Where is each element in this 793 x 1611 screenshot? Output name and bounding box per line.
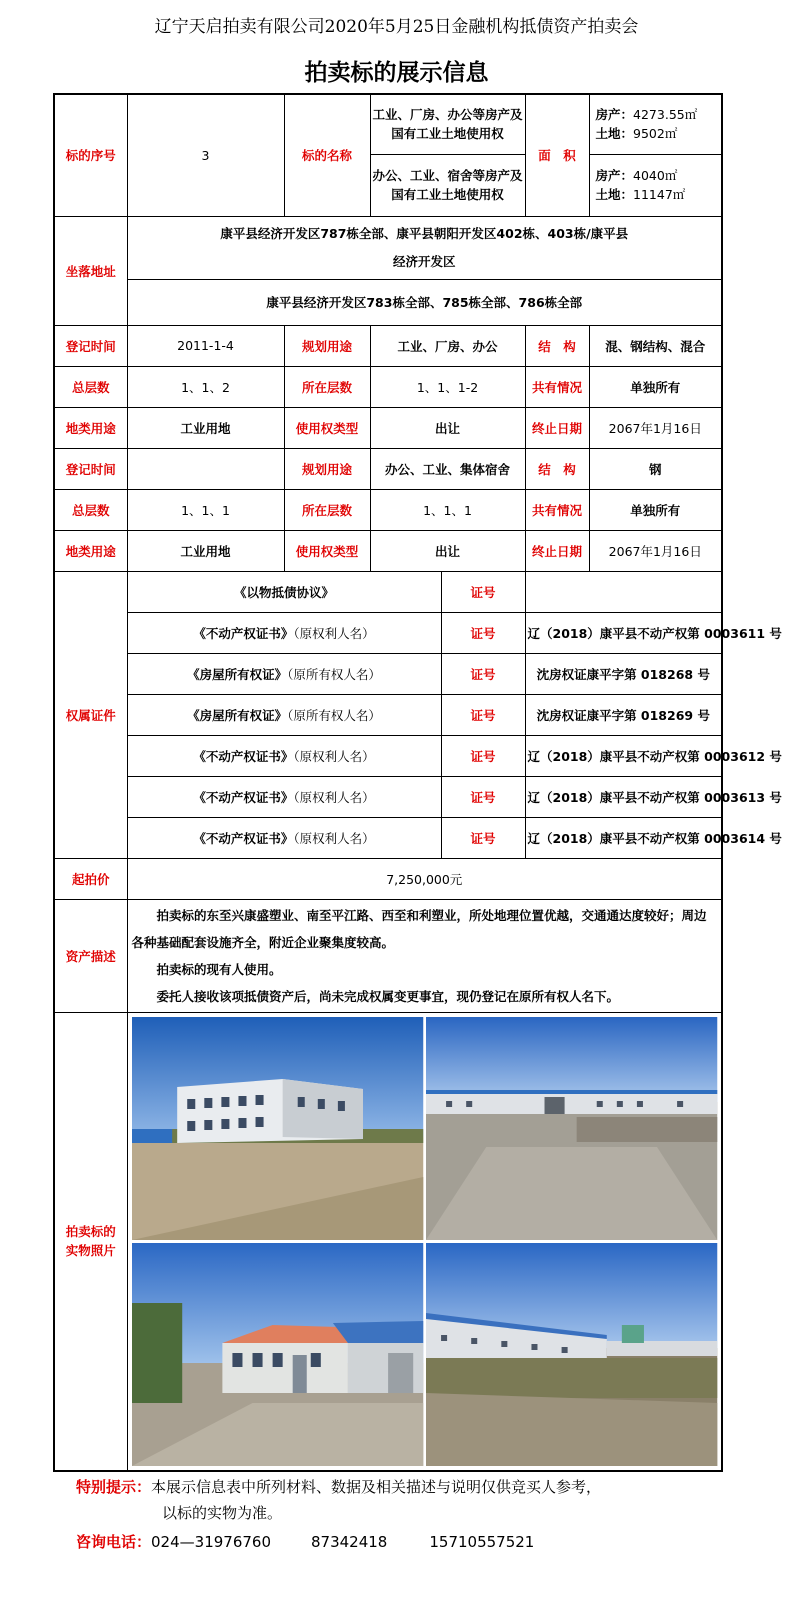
label-plan-use: 规划用途 — [284, 325, 370, 366]
label-asset-desc: 资产描述 — [54, 899, 127, 1012]
desc-para-1: 拍卖标的现有人使用。 — [156, 961, 282, 977]
notice-line-1: 本展示信息表中所列材料、数据及相关描述与说明仅供竞买人参考， — [151, 1478, 602, 1496]
notice-line-2: 以标的实物为准。 — [162, 1504, 283, 1522]
page-title: 拍卖标的展示信息 — [304, 59, 489, 86]
label-right-type: 使用权类型 — [284, 407, 370, 448]
area2-land-label: 土地： — [595, 187, 634, 202]
auction-header: 辽宁天启拍卖有限公司2020年5月25日金融机构抵债资产拍卖会 — [154, 17, 639, 37]
label-start-price: 起拍价 — [54, 858, 127, 899]
right-type-2: 出让 — [370, 530, 525, 571]
location-value-1: 康平县经济开发区787栋全部、康平县朝阳开发区402栋、403栋/康平县经济开发区 — [127, 216, 722, 279]
label-structure-2: 结 构 — [525, 448, 589, 489]
label-photos: 拍卖标的实物照片 — [54, 1012, 127, 1471]
special-notice — [76, 1476, 601, 1497]
area2-house: 4040㎡ — [633, 168, 678, 183]
total-floors-1: 1、1、2 — [127, 366, 284, 407]
end-date-2: 2067年1月16日 — [589, 530, 722, 571]
reg-time-2 — [127, 448, 284, 489]
label-land-use: 地类用途 — [54, 407, 127, 448]
label-right-type-2: 使用权类型 — [284, 530, 370, 571]
label-location: 坐落地址 — [54, 216, 127, 325]
notice-label: 特别提示： — [76, 1478, 152, 1496]
cert-no-label-3: 证号 — [441, 694, 525, 735]
label-seq: 标的序号 — [54, 94, 127, 216]
end-date-1: 2067年1月16日 — [589, 407, 722, 448]
cert-name-5: 《不动产权证书》（原权利人名） — [127, 776, 441, 817]
label-reg-time-2: 登记时间 — [54, 448, 127, 489]
asset-description — [127, 899, 722, 1012]
label-area: 面 积 — [525, 94, 589, 216]
label-share: 共有情况 — [525, 366, 589, 407]
phone-1: 024—31976760 — [151, 1533, 271, 1551]
label-total-floors: 总层数 — [54, 366, 127, 407]
cert-no-5: 辽（2018）康平县不动产权第 0003613 号 — [525, 776, 722, 817]
reg-time-1: 2011-1-4 — [127, 325, 284, 366]
cert-no-label-1: 证号 — [441, 612, 525, 653]
photo-office-building — [132, 1017, 423, 1240]
cert-no-label-0: 证号 — [441, 571, 525, 612]
label-land-use-2: 地类用途 — [54, 530, 127, 571]
area1-land-label: 土地： — [595, 126, 634, 142]
cert-no-2: 沈房权证康平字第 018268 号 — [525, 653, 722, 694]
cert-no-label-6: 证号 — [441, 817, 525, 858]
label-floor-2: 所在层数 — [284, 489, 370, 530]
cert-name-1: 《不动产权证书》（原权利人名） — [127, 612, 441, 653]
label-end-date: 终止日期 — [525, 407, 589, 448]
seq-value: 3 — [127, 94, 284, 216]
area2-house-label: 房产： — [595, 168, 634, 183]
area1-house-label: 房产： — [595, 107, 634, 123]
label-plan-use-2: 规划用途 — [284, 448, 370, 489]
label-total-floors-2: 总层数 — [54, 489, 127, 530]
label-share-2: 共有情况 — [525, 489, 589, 530]
label-structure: 结 构 — [525, 325, 589, 366]
area2-land: 11147㎡ — [633, 187, 686, 202]
location-value-2: 康平县经济开发区783栋全部、785栋全部、786栋全部 — [127, 279, 722, 325]
label-floor: 所在层数 — [284, 366, 370, 407]
area-value-1 — [589, 94, 722, 154]
cert-no-3: 沈房权证康平字第 018269 号 — [525, 694, 722, 735]
name-value-1: 工业、厂房、办公等房产及国有工业土地使用权 — [370, 94, 525, 154]
right-type-1: 出让 — [370, 407, 525, 448]
cert-name-2: 《房屋所有权证》（原所有权人名） — [127, 653, 441, 694]
start-price-value: 7,250,000元 — [127, 858, 722, 899]
label-certs: 权属证件 — [54, 571, 127, 858]
desc-para-0: 拍卖标的东至兴康盛塑业、南至平江路、西至和利塑业，所处地理位置优越，交通通达度较好；周边各种基础配套设施齐全，附近企业聚集度较高。 — [131, 907, 707, 950]
plan-use-2: 办公、工业、集体宿舍 — [370, 448, 525, 489]
total-floors-2: 1、1、1 — [127, 489, 284, 530]
label-name: 标的名称 — [284, 94, 370, 216]
desc-para-2: 委托人接收该项抵债资产后，尚未完成权属变更事宜，现仍登记在原所有权人名下。 — [156, 988, 620, 1004]
photo-long-warehouse — [426, 1243, 717, 1466]
floor-2: 1、1、1 — [370, 489, 525, 530]
cert-no-4: 辽（2018）康平县不动产权第 0003612 号 — [525, 735, 722, 776]
share-2: 单独所有 — [589, 489, 722, 530]
area1-house: 4273.55㎡ — [633, 107, 698, 123]
label-end-date-2: 终止日期 — [525, 530, 589, 571]
cert-no-label-4: 证号 — [441, 735, 525, 776]
photos-cell — [127, 1012, 722, 1471]
auction-info-table — [53, 93, 782, 1472]
area-value-2 — [589, 154, 722, 216]
phone-label: 咨询电话： — [76, 1533, 152, 1551]
cert-name-0: 《以物抵债协议》 — [127, 571, 441, 612]
cert-name-4: 《不动产权证书》（原权利人名） — [127, 735, 441, 776]
cert-no-label-5: 证号 — [441, 776, 525, 817]
label-reg-time: 登记时间 — [54, 325, 127, 366]
photo-single-storey-building — [132, 1243, 423, 1466]
name-value-2: 办公、工业、宿舍等房产及国有工业土地使用权 — [370, 154, 525, 216]
phone-2: 87342418 — [311, 1533, 388, 1551]
land-use-2: 工业用地 — [127, 530, 284, 571]
land-use-1: 工业用地 — [127, 407, 284, 448]
cert-no-label-2: 证号 — [441, 653, 525, 694]
cert-no-0 — [525, 571, 722, 612]
area1-land: 9502㎡ — [633, 126, 678, 142]
photo-factory-yard — [426, 1017, 717, 1240]
structure-1: 混、钢结构、混合 — [589, 325, 722, 366]
cert-no-6: 辽（2018）康平县不动产权第 0003614 号 — [525, 817, 722, 858]
contact-phones — [76, 1531, 534, 1552]
structure-2: 钢 — [589, 448, 722, 489]
phone-3: 15710557521 — [429, 1533, 535, 1551]
cert-no-1: 辽（2018）康平县不动产权第 0003611 号 — [525, 612, 722, 653]
plan-use-1: 工业、厂房、办公 — [370, 325, 525, 366]
cert-name-6: 《不动产权证书》（原权利人名） — [127, 817, 441, 858]
floor-1: 1、1、1-2 — [370, 366, 525, 407]
share-1: 单独所有 — [589, 366, 722, 407]
cert-name-3: 《房屋所有权证》（原所有权人名） — [127, 694, 441, 735]
